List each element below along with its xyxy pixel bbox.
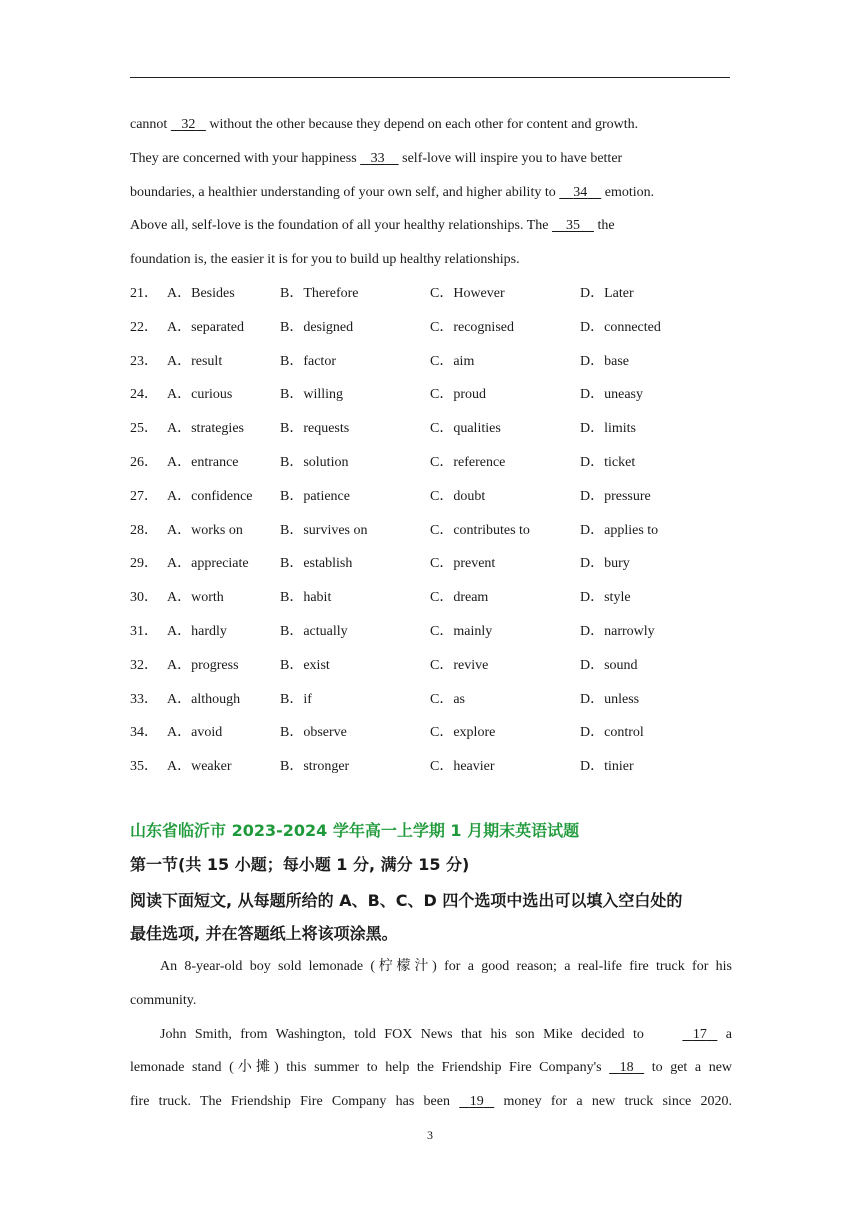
option-c: C．qualities <box>430 421 501 437</box>
blank-35: 35 <box>565 218 580 234</box>
passage-text: emotion. <box>601 184 655 200</box>
option-c: C．heavier <box>430 759 495 775</box>
passage-line: community. <box>130 992 197 1008</box>
instruction-line: 最佳选项, 并在答题纸上将该项涂黑。 <box>130 924 398 943</box>
option-b: B．factor <box>280 353 336 369</box>
question-row <box>130 311 750 345</box>
question-row <box>130 683 750 717</box>
blank-34: 34 <box>573 184 588 200</box>
passage-text: Above all, self-love is the foundation of all your healthy relationships. The <box>130 218 552 234</box>
option-a: A．separated <box>167 319 244 335</box>
option-a: A．worth <box>167 590 224 606</box>
question-row <box>130 750 750 784</box>
option-c: C．mainly <box>430 623 493 639</box>
blank-19: 19 <box>469 1094 484 1110</box>
question-number: 31． <box>130 623 158 639</box>
option-a: A．works on <box>167 522 243 538</box>
option-a: A．weaker <box>167 759 232 775</box>
option-b: B．habit <box>280 590 332 606</box>
option-d: D．unless <box>580 691 640 707</box>
question-row <box>130 581 750 615</box>
passage-text: self-love will inspire you to have better <box>398 150 623 166</box>
passage-text: without the other because they depend on each other for content and growth. <box>205 117 639 132</box>
question-number: 32． <box>130 657 158 673</box>
option-b: B．actually <box>280 623 348 639</box>
option-c: C．proud <box>430 387 486 403</box>
question-row <box>130 412 750 446</box>
passage-text: They are concerned with your happiness <box>130 150 361 166</box>
option-d: D．Later <box>580 286 634 301</box>
option-a: A．confidence <box>167 488 253 504</box>
question-number: 30． <box>130 590 158 606</box>
option-a: A．Besides <box>167 286 235 301</box>
paragraph <box>130 1018 732 1119</box>
option-d: D．tinier <box>580 759 634 775</box>
question-number: 21． <box>130 286 158 301</box>
page-number: 3 <box>427 1128 433 1142</box>
option-d: D．applies to <box>580 522 659 538</box>
passage-line <box>130 209 730 243</box>
question-number: 26． <box>130 454 158 470</box>
question-number: 34． <box>130 725 158 741</box>
option-c: C．reference <box>430 454 506 470</box>
passage-text: the <box>593 218 615 234</box>
option-c: C．dream <box>430 590 489 606</box>
option-d: D．base <box>580 353 629 369</box>
blank-32: 32 <box>181 117 196 132</box>
question-row <box>130 615 750 649</box>
reading-passage <box>130 950 732 1119</box>
option-d: D．sound <box>580 657 638 673</box>
question-number: 29． <box>130 556 158 572</box>
question-number: 35． <box>130 759 158 775</box>
option-c: C．as <box>430 691 465 707</box>
passage-line <box>130 176 730 210</box>
passage-line: An 8-year-old boy sold lemonade (柠檬汁) for a good reason; a real-life fire truck for his <box>160 959 732 974</box>
passage-line: foundation is, the easier it is for you to build up healthy relationships. <box>130 252 520 268</box>
option-b: B．patience <box>280 488 350 504</box>
option-d: D．ticket <box>580 454 636 470</box>
question-number: 33． <box>130 691 158 707</box>
options-list <box>130 277 750 784</box>
blank-17: 17 <box>692 1026 707 1042</box>
passage-text: cannot <box>130 117 171 132</box>
option-a: A．result <box>167 353 223 369</box>
question-row <box>130 378 750 412</box>
option-d: D．connected <box>580 319 661 335</box>
option-b: B．requests <box>280 421 350 437</box>
option-b: B．observe <box>280 725 347 741</box>
option-a: A．appreciate <box>167 556 249 572</box>
option-b: B．solution <box>280 454 349 470</box>
option-a: A．although <box>167 691 241 707</box>
passage-line <box>130 108 730 142</box>
option-d: D．bury <box>580 556 630 572</box>
option-d: D．control <box>580 725 644 741</box>
question-number: 23． <box>130 353 158 369</box>
passage-text: boundaries, a healthier understanding of your own self, and higher ability to <box>130 184 560 200</box>
question-number: 28． <box>130 522 158 538</box>
option-c: C．contributes to <box>430 522 530 538</box>
option-b: B．stronger <box>280 759 350 775</box>
option-a: A．strategies <box>167 421 244 437</box>
option-c: C．explore <box>430 725 496 741</box>
option-d: D．narrowly <box>580 623 655 639</box>
option-c: C．However <box>430 286 505 301</box>
passage-line: John Smith, from Washington, told FOX News that his son Mike decided to 17 a <box>130 1018 732 1052</box>
section-title: 山东省临沂市 2023-2024 学年高一上学期 1 月期末英语试题 <box>130 821 580 840</box>
option-c: C．prevent <box>430 556 496 572</box>
option-d: D．style <box>580 590 631 606</box>
option-b: B．establish <box>280 556 353 572</box>
question-number: 27． <box>130 488 158 504</box>
question-number: 22． <box>130 319 158 335</box>
cloze-passage <box>130 108 730 277</box>
question-row <box>130 446 750 480</box>
question-number: 24． <box>130 387 158 403</box>
option-d: D．uneasy <box>580 387 643 403</box>
option-b: B．willing <box>280 387 344 403</box>
question-row <box>130 649 750 683</box>
question-row <box>130 716 750 750</box>
option-a: A．progress <box>167 657 239 673</box>
question-number: 25． <box>130 421 158 437</box>
blank-33: 33 <box>370 150 385 166</box>
option-a: A．entrance <box>167 454 239 470</box>
instruction-line: 阅读下面短文, 从每题所给的 A、B、C、D 四个选项中选出可以填入空白处的 <box>130 891 683 910</box>
option-a: A．curious <box>167 387 233 403</box>
header-rule <box>130 77 730 78</box>
option-b: B．exist <box>280 657 330 673</box>
question-row <box>130 514 750 548</box>
option-b: B．Therefore <box>280 286 359 301</box>
option-a: A．hardly <box>167 623 227 639</box>
option-c: C．revive <box>430 657 489 673</box>
passage-line <box>130 142 730 176</box>
option-c: C．doubt <box>430 488 486 504</box>
option-c: C．recognised <box>430 319 514 335</box>
option-d: D．pressure <box>580 488 651 504</box>
blank-18: 18 <box>619 1060 634 1076</box>
question-row <box>130 480 750 514</box>
paragraph <box>130 950 732 1018</box>
option-d: D．limits <box>580 421 637 437</box>
instructions <box>130 884 740 950</box>
question-row <box>130 345 750 379</box>
option-b: B．if <box>280 691 312 707</box>
passage-line: lemonade stand (小摊) this summer to help the Friendship Fire Company's 18 to get a new <box>130 1051 732 1085</box>
question-row <box>130 547 750 581</box>
passage-line: fire truck. The Friendship Fire Company has been 19 money for a new truck since 2020. <box>130 1085 732 1119</box>
question-row <box>130 277 750 311</box>
option-b: B．designed <box>280 319 354 335</box>
option-b: B．survives on <box>280 522 368 538</box>
section-subtitle: 第一节(共 15 小题；每小题 1 分, 满分 15 分) <box>130 855 470 874</box>
option-c: C．aim <box>430 353 475 369</box>
option-a: A．avoid <box>167 725 223 741</box>
